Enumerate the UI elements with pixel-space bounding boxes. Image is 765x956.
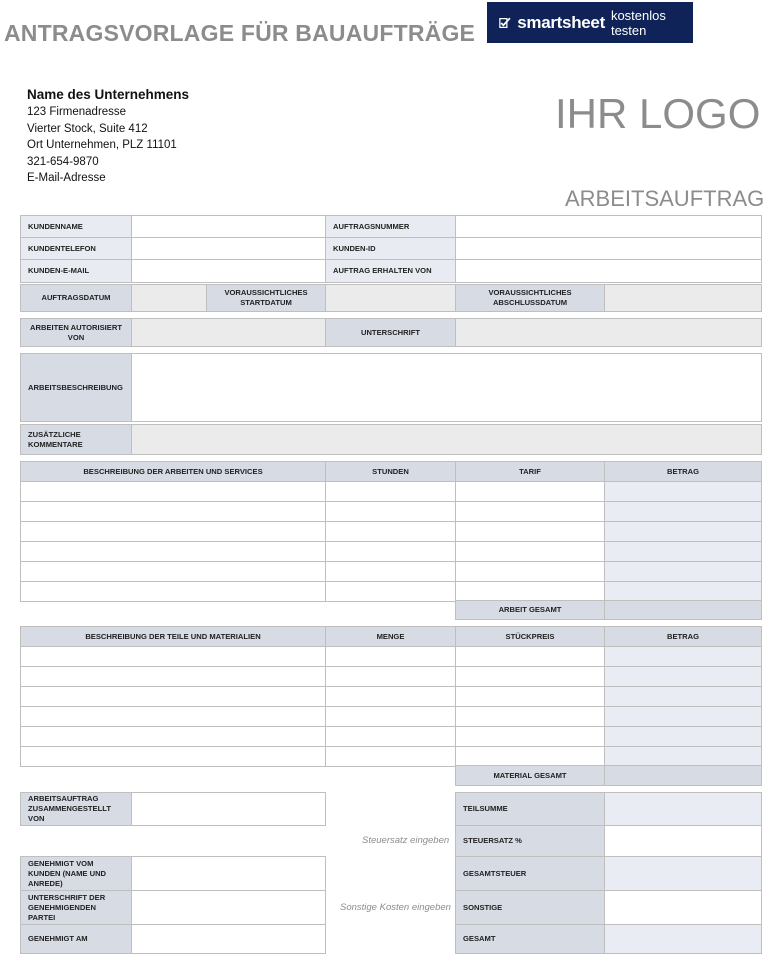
customer-id-label: KUNDEN-ID: [325, 237, 456, 260]
labor-row-cell: [604, 501, 762, 522]
page-title: ANTRAGSVORLAGE FÜR BAUAUFTRÄGE: [4, 20, 476, 46]
labor-row-cell[interactable]: [20, 561, 326, 582]
signature-label: UNTERSCHRIFT: [325, 318, 456, 347]
authorized-by-field[interactable]: [131, 318, 326, 347]
materials-header-quantity: MENGE: [325, 626, 456, 647]
customer-name-field[interactable]: [131, 215, 326, 238]
approver-signature-field[interactable]: [131, 890, 326, 925]
approved-on-label: GENEHMIGT AM: [20, 924, 132, 954]
customer-phone-field[interactable]: [131, 237, 326, 260]
materials-row-cell[interactable]: [455, 746, 605, 767]
materials-row-cell[interactable]: [325, 646, 456, 667]
labor-row-cell: [604, 581, 762, 602]
materials-row-cell[interactable]: [455, 666, 605, 687]
smartsheet-banner[interactable]: [487, 2, 693, 43]
customer-phone-label: KUNDENTELEFON: [20, 237, 132, 260]
company-block: [27, 86, 189, 187]
other-field[interactable]: [604, 890, 762, 925]
labor-row-cell[interactable]: [455, 581, 605, 602]
order-received-by-field[interactable]: [455, 259, 762, 283]
approved-by-label: GENEHMIGT VOM KUNDEN (NAME UND ANREDE): [20, 856, 132, 891]
materials-row-cell: [604, 646, 762, 667]
materials-row-cell[interactable]: [455, 646, 605, 667]
expected-end-label: VORAUSSICHTLICHES ABSCHLUSSDATUM: [455, 284, 605, 312]
labor-total-value: [604, 600, 762, 620]
grand-total-label: GESAMT: [455, 924, 605, 954]
banner-cta: kostenlos testen: [610, 7, 666, 38]
work-description-field[interactable]: [131, 353, 762, 422]
approved-by-field[interactable]: [131, 856, 326, 891]
materials-row-cell[interactable]: [325, 746, 456, 767]
banner-brand: smartsheet: [517, 12, 605, 32]
materials-row-cell: [604, 726, 762, 747]
materials-row-cell[interactable]: [455, 726, 605, 747]
customer-email-field[interactable]: [131, 259, 326, 283]
labor-row-cell[interactable]: [325, 541, 456, 562]
total-tax-value: [604, 856, 762, 891]
customer-id-field[interactable]: [455, 237, 762, 260]
order-date-field[interactable]: [131, 284, 207, 312]
labor-row-cell[interactable]: [455, 521, 605, 542]
tax-rate-field[interactable]: [604, 825, 762, 857]
logo-placeholder: IHR LOGO: [555, 90, 761, 137]
labor-row-cell: [604, 541, 762, 562]
company-address-1: 123 Firmenadresse: [27, 106, 127, 118]
compiled-by-label: ARBEITSAUFTRAG ZUSAMMENGESTELLT VON: [20, 792, 132, 826]
order-received-by-label: AUFTRAG ERHALTEN VON: [325, 259, 456, 283]
materials-row-cell[interactable]: [455, 686, 605, 707]
labor-row-cell[interactable]: [325, 481, 456, 502]
approved-on-field[interactable]: [131, 924, 326, 954]
materials-row-cell[interactable]: [20, 646, 326, 667]
subtotal-value: [604, 792, 762, 826]
expected-start-field[interactable]: [325, 284, 456, 312]
tax-rate-label: STEUERSATZ %: [455, 825, 605, 857]
materials-total-value: [604, 765, 762, 786]
materials-row-cell[interactable]: [20, 686, 326, 707]
customer-email-label: KUNDEN-E-MAIL: [20, 259, 132, 283]
materials-row-cell[interactable]: [325, 686, 456, 707]
materials-total-label: MATERIAL GESAMT: [455, 765, 605, 786]
expected-end-field[interactable]: [604, 284, 762, 312]
labor-row-cell[interactable]: [325, 501, 456, 522]
labor-total-label: ARBEIT GESAMT: [455, 600, 605, 620]
materials-row-cell[interactable]: [455, 706, 605, 727]
labor-header-amount: BETRAG: [604, 461, 762, 482]
smartsheet-logo-icon: [499, 16, 511, 30]
subtotal-label: TEILSUMME: [455, 792, 605, 826]
company-email: E-Mail-Adresse: [27, 172, 106, 184]
materials-row-cell: [604, 746, 762, 767]
labor-row-cell[interactable]: [20, 581, 326, 602]
doc-title: ARBEITSAUFTRAG: [565, 186, 765, 211]
materials-header-unit-price: STÜCKPREIS: [455, 626, 605, 647]
compiled-by-field[interactable]: [131, 792, 326, 826]
labor-row-cell[interactable]: [455, 481, 605, 502]
labor-row-cell: [604, 521, 762, 542]
signature-field[interactable]: [455, 318, 762, 347]
materials-row-cell: [604, 686, 762, 707]
labor-header-hours: STUNDEN: [325, 461, 456, 482]
labor-row-cell[interactable]: [455, 561, 605, 582]
company-name: Name des Unternehmens: [27, 87, 190, 102]
materials-header-description: BESCHREIBUNG DER TEILE UND MATERIALIEN: [20, 626, 326, 647]
labor-row-cell[interactable]: [325, 561, 456, 582]
labor-header-description: BESCHREIBUNG DER ARBEITEN UND SERVICES: [20, 461, 326, 482]
authorized-by-label: ARBEITEN AUTORISIERT VON: [20, 318, 132, 347]
labor-row-cell: [604, 561, 762, 582]
order-date-label: AUFTRAGSDATUM: [20, 284, 132, 312]
materials-row-cell[interactable]: [325, 726, 456, 747]
labor-row-cell[interactable]: [20, 501, 326, 522]
materials-row-cell[interactable]: [20, 706, 326, 727]
materials-row-cell[interactable]: [325, 706, 456, 727]
labor-header-rate: TARIF: [455, 461, 605, 482]
materials-row-cell: [604, 706, 762, 727]
company-address-2: Vierter Stock, Suite 412: [27, 122, 148, 135]
materials-header-amount: BETRAG: [604, 626, 762, 647]
labor-row-cell[interactable]: [20, 481, 326, 502]
other-label: SONSTIGE: [455, 890, 605, 925]
materials-row-cell[interactable]: [325, 666, 456, 687]
labor-row-cell[interactable]: [455, 541, 605, 562]
labor-row-cell[interactable]: [455, 501, 605, 522]
tax-rate-hint: Steuersatz eingeben: [362, 835, 450, 846]
company-address-3: Ort Unternehmen, PLZ 11101: [27, 139, 177, 151]
work-description-label: ARBEITSBESCHREIBUNG: [20, 353, 132, 422]
grand-total-value: [604, 924, 762, 954]
expected-start-label: VORAUSSICHTLICHES STARTDATUM: [206, 284, 326, 312]
total-tax-label: GESAMTSTEUER: [455, 856, 605, 891]
order-number-label: AUFTRAGSNUMMER: [325, 215, 456, 238]
order-number-field[interactable]: [455, 215, 762, 238]
labor-row-cell[interactable]: [20, 521, 326, 542]
materials-row-cell[interactable]: [20, 666, 326, 687]
labor-row-cell[interactable]: [20, 541, 326, 562]
additional-comments-label: ZUSÄTZLICHE KOMMENTARE: [20, 424, 132, 455]
labor-row-cell[interactable]: [325, 521, 456, 542]
company-phone: 321-654-9870: [27, 155, 99, 168]
other-costs-hint: Sonstige Kosten eingeben: [340, 902, 451, 913]
labor-row-cell[interactable]: [325, 581, 456, 602]
materials-row-cell[interactable]: [20, 746, 326, 767]
customer-name-label: KUNDENNAME: [20, 215, 132, 238]
additional-comments-field[interactable]: [131, 424, 762, 455]
materials-row-cell[interactable]: [20, 726, 326, 747]
labor-row-cell: [604, 481, 762, 502]
materials-row-cell: [604, 666, 762, 687]
approver-signature-label: UNTERSCHRIFT DER GENEHMIGENDEN PARTEI: [20, 890, 132, 925]
